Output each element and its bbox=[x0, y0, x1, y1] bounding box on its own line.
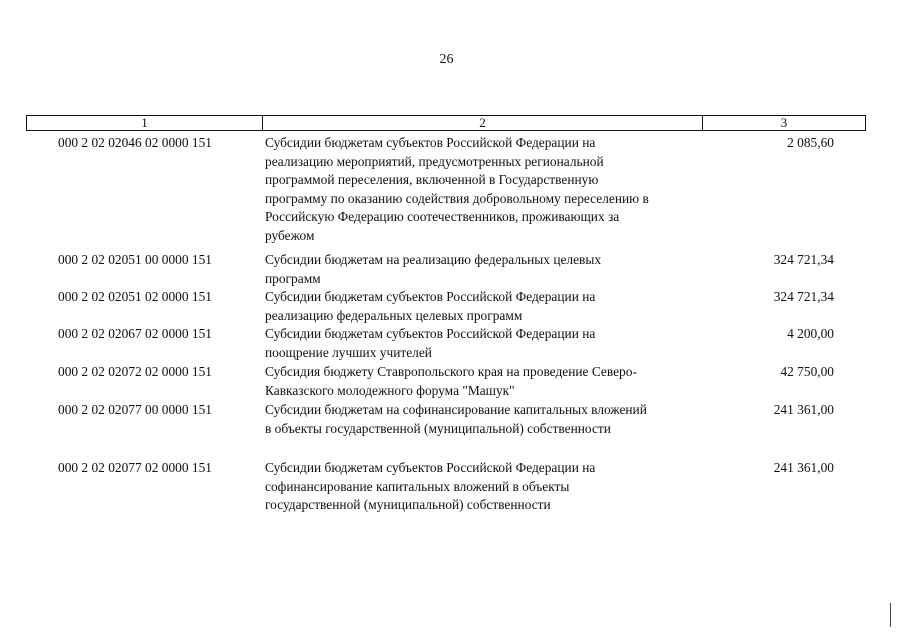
amount: 324 721,34 bbox=[773, 289, 834, 304]
description-line: Субсидии бюджетам субъектов Российской Федерации на bbox=[265, 326, 596, 341]
amount: 241 361,00 bbox=[773, 460, 834, 475]
description-line: Российскую Федерацию соотечественников, проживающих за bbox=[265, 209, 620, 225]
budget-code: 000 2 02 02051 02 0000 151 bbox=[58, 289, 212, 304]
description-line: программ bbox=[265, 270, 321, 286]
row-description bbox=[265, 134, 705, 246]
amount: 2 085,60 bbox=[787, 135, 834, 150]
column-header-2: 2 bbox=[263, 116, 703, 130]
description-line: программу по оказанию содействия добровольному переселению в bbox=[265, 190, 649, 206]
table-header bbox=[26, 115, 866, 131]
row-description bbox=[265, 401, 705, 438]
page-number: 26 bbox=[439, 52, 454, 67]
scan-edge-mark bbox=[890, 603, 891, 627]
amount: 4 200,00 bbox=[787, 326, 834, 341]
budget-code: 000 2 02 02072 02 0000 151 bbox=[58, 364, 212, 379]
description-line: Субсидия бюджету Ставропольского края на проведение Северо- bbox=[265, 364, 637, 379]
row-description bbox=[265, 363, 705, 400]
description-line: государственной (муниципальной) собственности bbox=[265, 497, 551, 513]
amount: 324 721,34 bbox=[773, 252, 834, 267]
description-line: Субсидии бюджетам субъектов Российской Федерации на bbox=[265, 135, 596, 150]
description-line: Субсидии бюджетам на софинансирование капитальных вложений bbox=[265, 402, 647, 417]
row-description bbox=[265, 459, 705, 515]
description-line: Субсидии бюджетам субъектов Российской Федерации на bbox=[265, 289, 596, 304]
description-line: реализацию мероприятий, предусмотренных региональной bbox=[265, 153, 604, 169]
row-description bbox=[265, 325, 705, 362]
description-line: поощрение лучших учителей bbox=[265, 344, 432, 360]
budget-code: 000 2 02 02067 02 0000 151 bbox=[58, 326, 212, 341]
budget-code: 000 2 02 02077 00 0000 151 bbox=[58, 402, 212, 417]
budget-code: 000 2 02 02046 02 0000 151 bbox=[58, 135, 212, 150]
description-line: софинансирование капитальных вложений в объекты bbox=[265, 478, 570, 494]
budget-code: 000 2 02 02051 00 0000 151 bbox=[58, 252, 212, 267]
description-line: Субсидии бюджетам на реализацию федеральных целевых bbox=[265, 252, 602, 267]
description-line: программой переселения, включенной в Государственную bbox=[265, 172, 599, 188]
description-line: реализацию федеральных целевых программ bbox=[265, 307, 523, 323]
description-line: рубежом bbox=[265, 227, 315, 243]
column-header-1: 1 bbox=[27, 116, 263, 130]
description-line: Субсидии бюджетам субъектов Российской Федерации на bbox=[265, 460, 596, 475]
description-line: в объекты государственной (муниципальной) собственности bbox=[265, 420, 611, 436]
row-description bbox=[265, 288, 705, 325]
budget-code: 000 2 02 02077 02 0000 151 bbox=[58, 460, 212, 475]
amount: 241 361,00 bbox=[773, 402, 834, 417]
amount: 42 750,00 bbox=[780, 364, 834, 379]
description-line: Кавказского молодежного форума "Машук" bbox=[265, 382, 515, 398]
column-header-3: 3 bbox=[780, 115, 788, 130]
row-description bbox=[265, 251, 705, 288]
